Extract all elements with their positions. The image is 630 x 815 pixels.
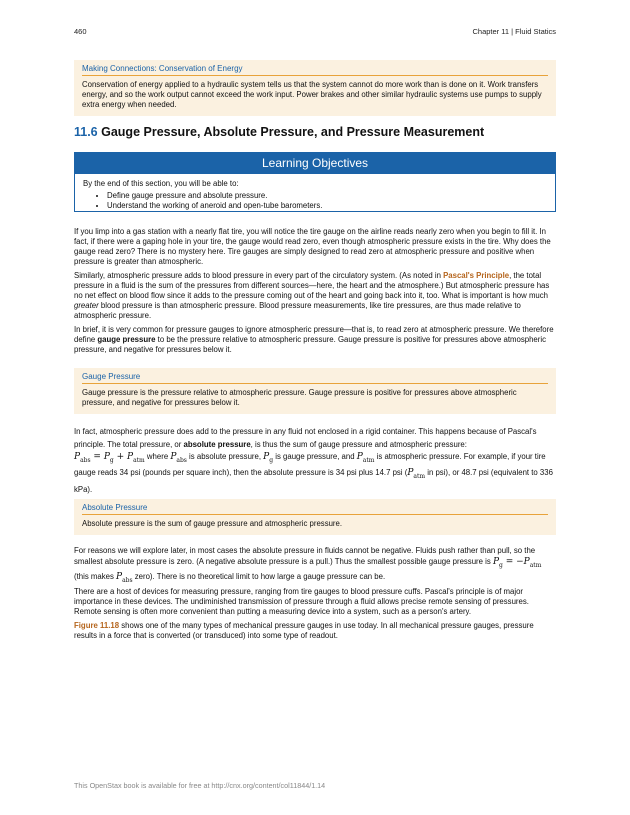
section-title: Gauge Pressure, Absolute Pressure, and Pressure Measurement [101,125,485,139]
paragraph: Figure 11.18 shows one of the many types of mechanical pressure gauges in use today. In all mechanical pressure gauges, pressure results in a force that is converted (or transduced) into some type of readout. [74,621,534,640]
callout-gauge-pressure [74,368,556,414]
callout-body: Conservation of energy applied to a hydraulic system tells us that the system cannot do more work than is done on it. Work transfers energy, and so the work output cannot exceed the work input. Power brakes and other similar hydraulic systems use pumps to supply extra energy when needed. [82,80,542,109]
learning-objectives-intro: By the end of this section, you will be able to: [83,179,239,188]
chapter-title: Chapter 11 | Fluid Statics [472,27,556,36]
learning-objectives-title: Learning Objectives [75,153,555,174]
paragraph: In brief, it is very common for pressure gauges to ignore atmospheric pressure—that is, to read zero at atmospheric pressure. We therefore define gauge pressure to be the pressure relative to atmospheric pressure. Gauge pressure is positive for pressures above atmospheric pressure, and negative for pressures below it. [74,325,554,354]
page-footer: This OpenStax book is available for free at http://cnx.org/content/col11844/1.14 [74,781,326,790]
objective-item: • Define gauge pressure and absolute pressure. [107,191,555,201]
callout-title: Gauge Pressure [82,372,548,384]
paragraph: Similarly, atmospheric pressure adds to blood pressure in every part of the circulatory system. (As noted in Pascal's Principle, the total pressure in a fluid is the sum of the pressures from different sources—here, the heart and the atmosphere.) But atmospheric pressure has no net effect on blood flow since it adds to the pressure coming out of the heart and going back into it, too. What is important is how much greater blood pressure is than atmospheric pressure. Blood pressure measurements, like tire pressures, are thus made relative to atmospheric pressure. [74,271,550,320]
callout-body: Absolute pressure is the sum of gauge pressure and atmospheric pressure. [82,519,343,528]
callout-title: Absolute Pressure [82,503,548,515]
callout-absolute-pressure [74,499,556,535]
page-number: 460 [74,27,87,36]
callout-title: Making Connections: Conservation of Energy [82,64,548,76]
section-heading [74,125,484,139]
figure-11-18-link[interactable]: Figure 11.18 [74,621,120,630]
objective-item: • Understand the working of aneroid and open-tube barometers. [107,201,555,211]
learning-objectives-box [74,152,556,212]
equation-absolute-pressure: $P_{abs} = P_g + P_{atm}$ [74,452,145,464]
callout-conservation-of-energy [74,60,556,116]
paragraph: If you limp into a gas station with a nearly flat tire, you will notice the tire gauge on the airline reads nearly zero when you begin to fill it. In fact, if there were a gaping hole in your tire, the gauge would read zero, even though atmospheric pressure exists in the tire. Why does the gauge read zero? There is no mystery here. Tire gauges are simply designed to read zero at atmospheric pressure and positive when pressure is greater than atmospheric. [74,227,551,266]
paragraph: There are a host of devices for measuring pressure, ranging from tire gauges to blood pressure cuffs. Pascal's principle is of major importance in these devices. The undiminished transmission of pressure through a fluid allows precise remote sensing of pressures. Remote sensing is often more convenient than putting a measuring device into a system, such as a person's artery. [74,587,529,616]
learning-objectives-list [75,191,555,211]
equation-min-gauge-pressure: $P_g = -P_{atm}$ [492,557,542,569]
pascals-principle-link[interactable]: Pascal's Principle [443,271,510,280]
term-gauge-pressure: gauge pressure [97,335,156,344]
callout-body: Gauge pressure is the pressure relative to atmospheric pressure. Gauge pressure is positive for pressures above atmospheric pressure, and negative for pressures below it. [82,388,517,407]
section-number: 11.6 [74,125,98,139]
paragraph: In fact, atmospheric pressure does add to the pressure in any fluid not enclosed in a rigid container. This happens because of Pascal's principle. The total pressure, or absolute pressure, is thus the sum of gauge pressure and atmospheric pressure: $P_{abs} = P_g + P_{atm}$ where $P_{abs}$ is absolute pressure, $P_g$ is gauge pressure, and $P_{atm}$ is atmospheric pressure. For example, if your tire gauge reads 34 psi (pounds per square inch), then the absolute pressure is 34 psi plus 14.7 psi ($P_{atm}$ in psi), or 48.7 psi (equivalent to 336 kPa). [74,427,553,494]
paragraph: For reasons we will explore later, in most cases the absolute pressure in fluids cannot be negative. Fluids push rather than pull, so the smallest absolute pressure is zero. (A negative absolute pressure is a pull.) Thus the smallest possible gauge pressure is $P_g = -P_{atm}$ (this makes $P_{abs}$ zero). There is no theoretical limit to how large a gauge pressure can be. [74,546,542,584]
term-absolute-pressure: absolute pressure [183,439,251,449]
